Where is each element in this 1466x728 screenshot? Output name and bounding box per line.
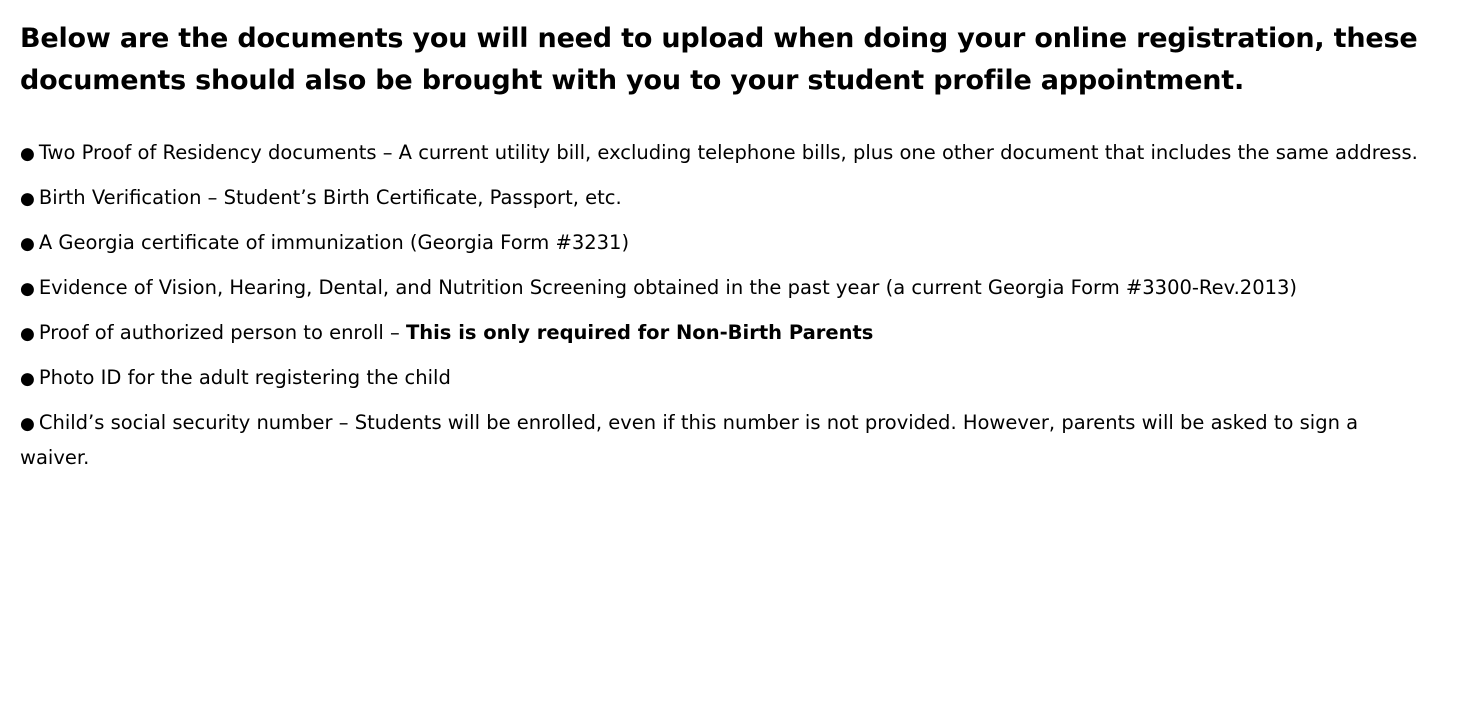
list-item-immunization-certificate [20, 226, 1432, 261]
bullet-icon: ● [20, 369, 35, 389]
bullet-icon: ● [20, 234, 35, 254]
list-item-bold-note: This is only required for Non-Birth Parents [405, 321, 874, 344]
list-item-birth-verification [20, 181, 1432, 216]
list-item-social-security [20, 406, 1432, 474]
bullet-icon: ● [20, 279, 35, 299]
list-item-authorized-person [20, 316, 1432, 351]
list-item-text: Proof of authorized person to enroll – [38, 321, 406, 344]
bullet-icon: ● [20, 144, 35, 164]
list-item-screening-evidence [20, 271, 1432, 306]
bullet-icon: ● [20, 324, 35, 344]
bullet-icon: ● [20, 414, 35, 434]
required-documents-list [20, 136, 1432, 474]
list-item-text: Birth Verification – Student’s Birth Certificate, Passport, etc. [38, 186, 622, 209]
list-item-text: Photo ID for the adult registering the child [38, 366, 451, 389]
list-item-text: Child’s social security number – Students will be enrolled, even if this number is not provided. However, parents will be asked to sign a waiver. [20, 411, 1359, 469]
list-item-text: Two Proof of Residency documents – A current utility bill, excluding telephone bills, plus one other document that includes the same address. [38, 141, 1418, 164]
list-item-proof-of-residency [20, 136, 1432, 171]
bullet-icon: ● [20, 189, 35, 209]
list-item-text: A Georgia certificate of immunization (Georgia Form #3231) [38, 231, 630, 254]
list-item-photo-id [20, 361, 1432, 396]
document-heading: Below are the documents you will need to upload when doing your online registration, these documents should also be brought with you to your student profile appointment. [20, 23, 1418, 96]
list-item-text: Evidence of Vision, Hearing, Dental, and Nutrition Screening obtained in the past year (a current Georgia Form #3300-Rev.2013) [38, 276, 1298, 299]
